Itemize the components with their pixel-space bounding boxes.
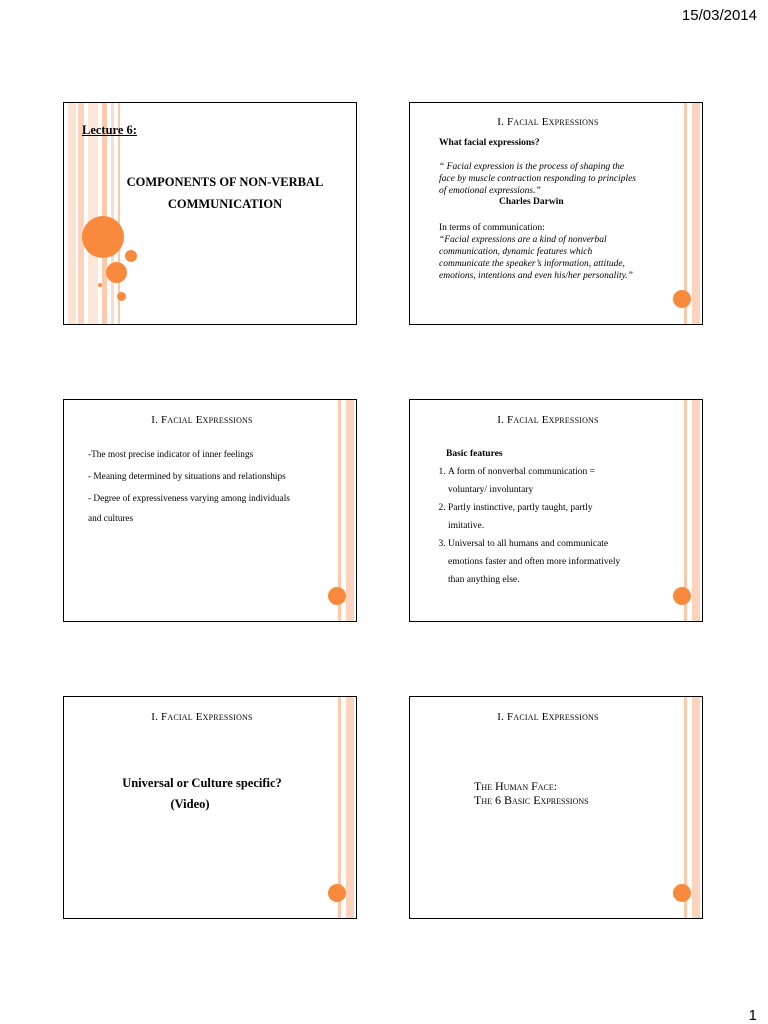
decorative-circle-tiny: [98, 283, 102, 287]
darwin-quote: “ Facial expression is the process of shaping the face by muscle contraction responding to principles of emotional expressions.”: [439, 162, 636, 196]
quote-author: Charles Darwin: [499, 197, 564, 207]
decorative-circle-small: [117, 292, 126, 301]
slide-6: [409, 696, 703, 919]
slide-title: I. Facial Expressions: [151, 414, 253, 426]
decorative-circle: [673, 290, 691, 308]
decorative-circle: [328, 587, 346, 605]
page-date: 15/03/2014: [681, 7, 757, 24]
bullet-item: - Meaning determined by situations and relationships: [88, 472, 286, 482]
decorative-circle-large: [82, 216, 124, 258]
intro-text: In terms of communication:: [439, 223, 545, 233]
slide-2: [409, 102, 703, 325]
lecture-label: Lecture 6:: [82, 123, 137, 137]
decorative-circle: [328, 884, 346, 902]
decorative-stripe: [692, 400, 700, 621]
decorative-stripe: [346, 697, 354, 918]
slide-title: COMPONENTS OF NON-VERBAL COMMUNICATION: [126, 175, 324, 211]
slide-title: I. Facial Expressions: [151, 711, 253, 723]
slide-4: [409, 399, 703, 622]
decorative-circle: [673, 587, 691, 605]
slide-3: [63, 399, 357, 622]
bullet-item: -The most precise indicator of inner feelings: [88, 450, 254, 460]
slide-title: I. Facial Expressions: [497, 116, 599, 128]
features-list: [446, 445, 620, 589]
bullet-item: - Degree of expressiveness varying among individuals: [88, 494, 290, 504]
slide-title: I. Facial Expressions: [497, 711, 599, 723]
decorative-stripe: [692, 103, 700, 324]
decorative-circle: [673, 884, 691, 902]
slide-subtitle: The Human Face: The 6 Basic Expressions: [474, 779, 589, 807]
list-item: 3. Universal to all humans and communicate emotions faster and often more informatively than anything else.: [448, 535, 620, 589]
question-heading: What facial expressions?: [439, 138, 540, 148]
decorative-stripe: [692, 697, 700, 918]
slide-1: [63, 102, 357, 325]
bullet-item: and cultures: [88, 514, 134, 524]
bullet-list: [88, 450, 290, 536]
features-heading: Basic features: [446, 449, 503, 459]
decorative-circle-small: [125, 250, 137, 262]
decorative-stripe: [346, 400, 354, 621]
slide-question: Universal or Culture specific? (Video): [122, 776, 282, 811]
slide-5: [63, 696, 357, 919]
decorative-circle-medium: [106, 262, 127, 283]
list-item: 2. Partly instinctive, partly taught, partly imitative.: [448, 499, 620, 535]
page-number: 1: [748, 1007, 757, 1024]
slide-title: I. Facial Expressions: [497, 414, 599, 426]
definition-quote: “Facial expressions are a kind of nonverbal communication, dynamic features which communicate the speaker’s information, attitude, emotions, intentions and even his/her personality.”: [439, 235, 633, 281]
list-item: 1. A form of nonverbal communication = voluntary/ involuntary: [448, 463, 620, 499]
